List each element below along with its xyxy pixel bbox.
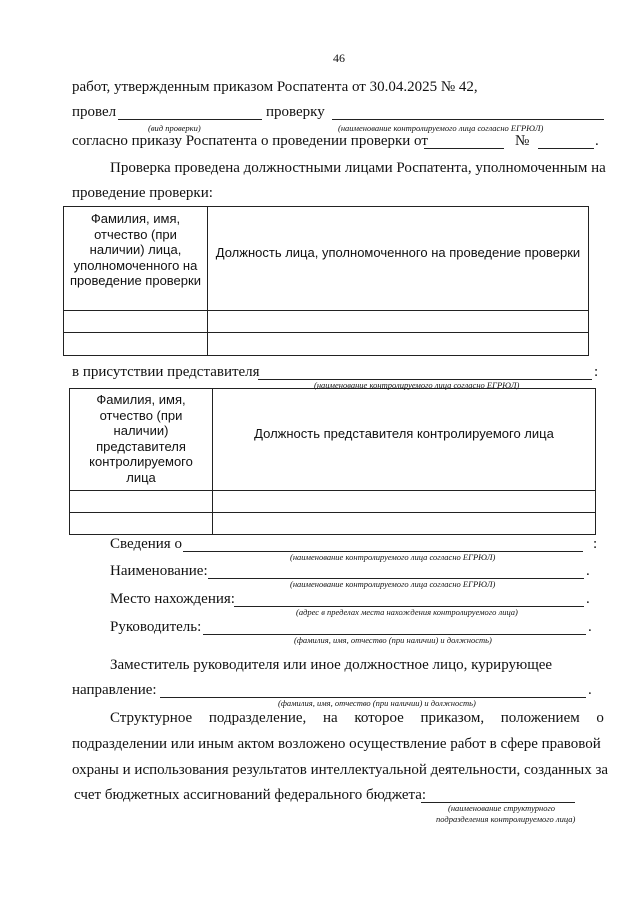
presence-colon: :	[594, 364, 599, 380]
struct-word: приказом,	[420, 710, 485, 726]
location-caption: (адрес в пределах места нахождения контролируемого лица)	[296, 607, 518, 617]
inspectors-row2-position-cell[interactable]	[208, 333, 588, 355]
inspectors-table-header-position: Должность лица, уполномоченного на проведение проверки	[215, 245, 581, 260]
inspection-type-field[interactable]	[118, 119, 262, 120]
head-caption: (фамилия, имя, отчество (при наличии) и должность)	[294, 635, 492, 645]
inspected-entity-caption: (наименование контролируемого лица согласно ЕГРЮЛ)	[338, 123, 544, 133]
inspectors-paragraph-line2: проведение проверки:	[72, 185, 213, 201]
name-period: .	[586, 563, 590, 579]
provel-label: провел	[72, 104, 117, 120]
inspectors-table-header-name: Фамилия, имя, отчество (при наличии) лица, уполномоченного на проведение проверки	[70, 211, 201, 288]
struct-line1	[110, 710, 604, 727]
deputy-label: направление:	[72, 682, 157, 698]
struct-line3: охраны и использования результатов интеллектуальной деятельности, созданных за	[72, 762, 609, 778]
info-label: Сведения о	[110, 536, 182, 552]
inspectors-row2-name-cell[interactable]	[64, 333, 207, 355]
order-number-field[interactable]	[538, 148, 594, 149]
presence-caption: (наименование контролируемого лица согласно ЕГРЮЛ)	[314, 380, 520, 390]
name-caption: (наименование контролируемого лица согласно ЕГРЮЛ)	[290, 579, 496, 589]
struct-word: на	[322, 710, 338, 726]
deputy-line1: Заместитель руководителя или иное должностное лицо, курирующее	[110, 657, 553, 673]
representative-table-header-position: Должность представителя контролируемого лица	[254, 426, 554, 441]
location-label: Место нахождения:	[110, 591, 235, 607]
struct-word: подразделение,	[208, 710, 307, 726]
order-period: .	[595, 133, 599, 149]
representative-row1-position-cell[interactable]	[213, 491, 595, 511]
struct-word: о	[596, 710, 604, 726]
struct-word: Структурное	[110, 710, 193, 726]
struct-line4: счет бюджетных ассигнований федерального бюджета:	[74, 787, 427, 803]
info-caption: (наименование контролируемого лица согласно ЕГРЮЛ)	[290, 552, 496, 562]
struct-caption-line2: подразделения контролируемого лица)	[436, 814, 576, 824]
page-number: 46	[333, 51, 345, 65]
presence-label: в присутствии представителя	[72, 364, 260, 380]
location-period: .	[586, 591, 590, 607]
info-colon: :	[593, 536, 598, 552]
struct-line2: подразделении или иным актом возложено осуществление работ в сфере правовой	[72, 736, 601, 752]
inspectors-row1-position-cell[interactable]	[208, 311, 588, 331]
order-date-field[interactable]	[424, 148, 504, 149]
intro-line: работ, утвержденным приказом Роспатента от 30.04.2025 № 42,	[72, 79, 478, 95]
number-sign: №	[515, 133, 530, 149]
inspectors-row1-name-cell[interactable]	[64, 311, 207, 331]
struct-word: положением	[500, 710, 580, 726]
struct-word: которое	[354, 710, 404, 726]
representative-row2-position-cell[interactable]	[213, 513, 595, 534]
representative-row1-name-cell[interactable]	[70, 491, 212, 511]
inspected-entity-field[interactable]	[332, 119, 604, 120]
name-label: Наименование:	[110, 563, 208, 579]
deputy-period: .	[588, 682, 592, 698]
inspectors-paragraph-line1: Проверка проведена должностными лицами Роспатента, уполномоченным на	[110, 160, 606, 176]
deputy-caption: (фамилия, имя, отчество (при наличии) и должность)	[278, 698, 476, 708]
inspection-type-caption: (вид проверки)	[148, 123, 201, 133]
representative-row2-name-cell[interactable]	[70, 513, 212, 534]
head-period: .	[588, 619, 592, 635]
proverku-label: проверку	[266, 104, 325, 120]
head-label: Руководитель:	[110, 619, 202, 635]
representative-table-header-name: Фамилия, имя, отчество (при наличии) представителя контролируемого лица	[89, 392, 193, 485]
struct-caption-line1: (наименование структурного	[448, 803, 556, 813]
order-date-line: согласно приказу Роспатента о проведении проверки от	[72, 133, 428, 149]
